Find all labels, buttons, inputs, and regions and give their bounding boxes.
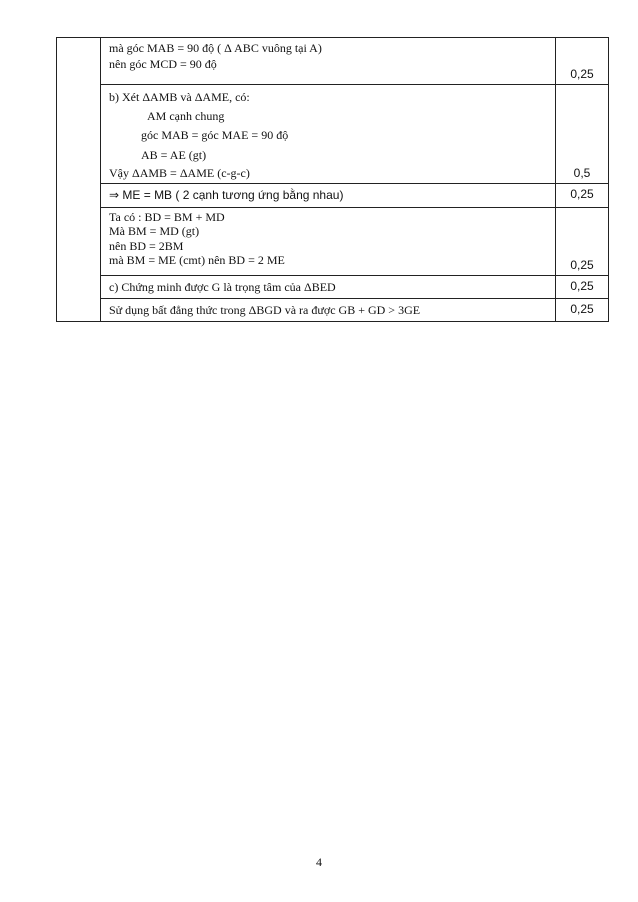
score-cell: 0,25	[556, 183, 609, 207]
answer-table	[56, 37, 609, 322]
table-row	[57, 207, 609, 275]
content-line: AM cạnh chung	[147, 109, 225, 124]
table-row	[57, 275, 609, 298]
content-line: Mà BM = MD (gt)	[109, 224, 200, 239]
table-row	[57, 183, 609, 207]
row-content	[101, 183, 556, 207]
content-line: góc MAB = góc MAE = 90 độ	[141, 128, 289, 143]
row-content	[101, 85, 556, 184]
content-line: mà BM = ME (cmt) nên BD = 2 ME	[109, 253, 285, 268]
content-line: b) Xét ΔAMB và ΔAME, có:	[109, 90, 250, 104]
content-line: ⇒ ME = MB ( 2 cạnh tương ứng bằng nhau)	[109, 188, 344, 203]
content-line: c) Chứng minh được G là trọng tâm của ΔBED	[109, 279, 336, 294]
content-line: Ta có : BD = BM + MD	[109, 209, 225, 224]
table-row	[57, 298, 609, 321]
table-row	[57, 38, 609, 85]
page-number: 4	[316, 855, 322, 869]
row-content	[101, 298, 556, 321]
content-line: Vậy ΔAMB = ΔAME (c-g-c)	[109, 165, 250, 180]
score-cell: 0,25	[556, 207, 609, 275]
row-content	[101, 207, 556, 275]
table-row	[57, 85, 609, 184]
score-cell: 0,25	[556, 298, 609, 321]
score-cell: 0,25	[556, 275, 609, 298]
question-number-cell	[57, 38, 101, 322]
content-line: nên BD = 2BM	[109, 238, 184, 253]
content-line: Sử dụng bất đẳng thức trong ΔBGD và ra được GB + GD > 3GE	[109, 302, 421, 317]
score-cell: 0,25	[556, 38, 609, 85]
row-content	[101, 275, 556, 298]
score-cell: 0,5	[556, 85, 609, 184]
content-line: mà góc MAB = 90 độ ( Δ ABC vuông tại A)	[109, 41, 322, 55]
row-content	[101, 38, 556, 85]
content-line: AB = AE (gt)	[141, 147, 207, 162]
content-line: nên góc MCD = 90 độ	[109, 57, 217, 72]
